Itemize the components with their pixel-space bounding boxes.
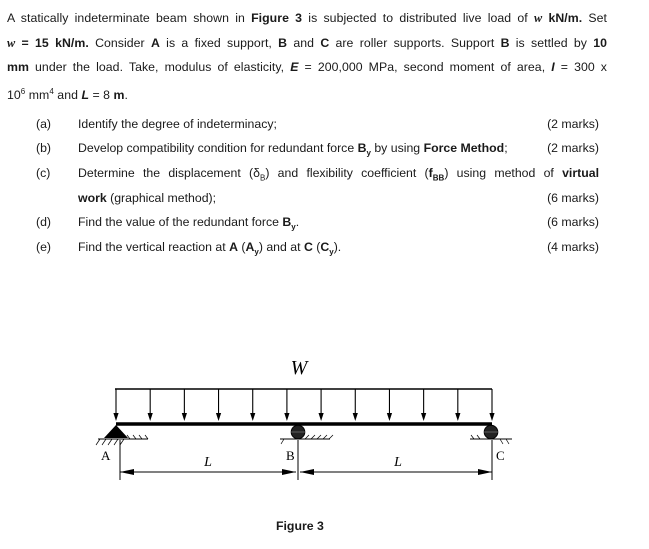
- figure-caption: Figure 3: [276, 519, 324, 533]
- label-b: B: [286, 448, 295, 463]
- label-a: A: [101, 448, 111, 463]
- load-arrow-head: [318, 413, 323, 421]
- load-arrow-head: [113, 413, 118, 421]
- intro-line-2: w = 15 kN/m. Consider A is a fixed support, B and C are roller supports. Support B is settled by 10: [7, 35, 608, 50]
- label-c: C: [496, 448, 505, 463]
- intro-line-1: A statically indeterminate beam shown in Figure 3 is subjected to distributed live load of w kN/m. Set: [7, 11, 608, 25]
- load-arrow-head: [148, 413, 153, 421]
- load-arrow-head: [489, 413, 494, 421]
- support-a-pin: [96, 425, 148, 445]
- intro-line-4: $10^6$ $mm^4$ and L = 8 m.: [7, 86, 128, 102]
- load-arrow-head: [250, 413, 255, 421]
- load-arrow-head: [421, 413, 426, 421]
- load-arrow-head: [455, 413, 460, 421]
- intro-line-3: mm under the load. Take, modulus of elasticity, E = 200,000 MPa, second moment of area, I = 300 x: [7, 60, 607, 74]
- question-c: (c) Determine the displacement $(\delta_B)$ and flexibility coefficient $(f_{BB})$ using method of virtual work (graphical method); (6 marks): [36, 166, 599, 205]
- load-arrow-head: [216, 413, 221, 421]
- support-b-roller: [280, 425, 333, 444]
- load-arrow-head: [182, 413, 187, 421]
- support-c-roller: [470, 425, 512, 444]
- load-arrow-head: [284, 413, 289, 421]
- span-label-right: L: [394, 455, 402, 470]
- load-arrow-head: [387, 413, 392, 421]
- distributed-load-arrows: [113, 389, 494, 421]
- load-label: W: [290, 357, 308, 379]
- span-label-left: L: [204, 455, 212, 470]
- load-arrow-head: [353, 413, 358, 421]
